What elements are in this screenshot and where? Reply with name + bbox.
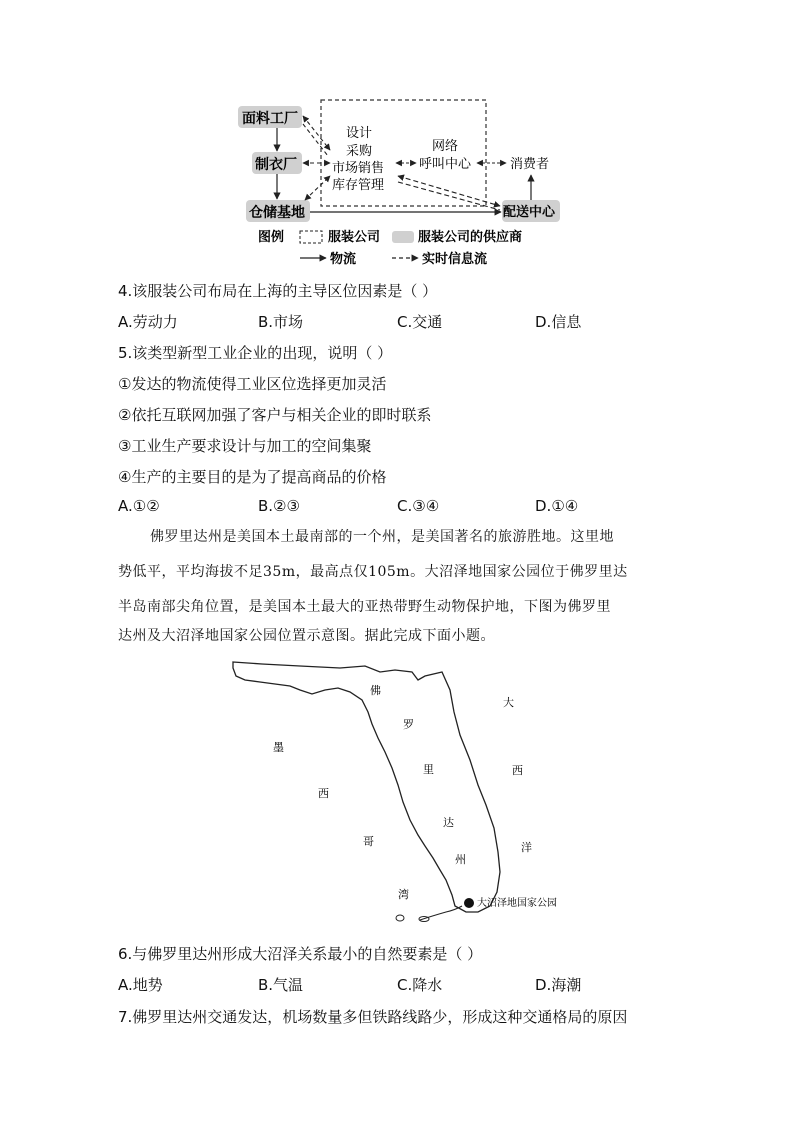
map-gulf-char-2: 西: [318, 787, 329, 800]
passage-line-1: 佛罗里达州是美国本土最南部的一个州，是美国著名的旅游胜地。这里地: [150, 529, 614, 545]
q5-item-3: ③工业生产要求设计与加工的空间集聚: [118, 437, 372, 455]
legend-company: 服装公司: [328, 230, 381, 245]
func-design: 设计: [346, 126, 373, 141]
info-company-distribution: [398, 176, 500, 206]
map-ocean-char-2: 西: [512, 764, 523, 777]
map-state-char-3: 里: [423, 763, 434, 776]
map-state-char-4: 达: [443, 816, 454, 829]
florida-outline: [233, 662, 500, 912]
q4-option-d[interactable]: D.信息: [535, 313, 582, 331]
q7-stem: 7.佛罗里达州交通发达，机场数量多但铁路线路少，形成这种交通格局的原因: [118, 1008, 628, 1026]
q5-stem: 5.该类型新型工业企业的出现，说明（ ）: [118, 344, 393, 362]
map-ocean-char-3: 洋: [521, 841, 532, 854]
call-center-label: 呼叫中心: [419, 157, 472, 172]
q6-option-d[interactable]: D.海潮: [535, 976, 582, 994]
legend-supplier-swatch: [392, 231, 414, 243]
passage-line-2: 势低平，平均海拔不足35m，最高点仅105m。大沼泽地国家公园位于佛罗里达: [118, 564, 628, 580]
info-fabric-company-2: [303, 124, 328, 156]
supply-chain-diagram: [0, 0, 794, 275]
q6-option-b[interactable]: B.气温: [258, 976, 304, 994]
legend-logistics: 物流: [330, 252, 357, 267]
florida-keys: [420, 906, 462, 920]
q5-item-4: ④生产的主要目的是为了提高商品的价格: [118, 468, 387, 486]
q6-stem: 6.与佛罗里达州形成大沼泽关系最小的自然要素是（ ）: [118, 945, 483, 963]
info-fabric-company: [303, 116, 330, 150]
legend-supplier: 服装公司的供应商: [418, 230, 523, 245]
q6-option-c[interactable]: C.降水: [397, 976, 443, 994]
q4-option-b[interactable]: B.市场: [258, 313, 304, 331]
q4-option-a[interactable]: A.劳动力: [118, 313, 178, 331]
func-inventory: 库存管理: [332, 178, 385, 193]
supplier-fabric: 面料工厂: [242, 111, 298, 127]
map-state-char-2: 罗: [403, 718, 414, 731]
map-gulf-char-1: 墨: [273, 741, 284, 754]
park-marker: [464, 898, 474, 908]
legend-info-flow: 实时信息流: [422, 252, 488, 267]
passage-line-4: 达州及大沼泽地国家公园位置示意图。据此完成下面小题。: [118, 628, 495, 644]
island-1: [396, 915, 404, 921]
q5-option-a[interactable]: A.①②: [118, 497, 160, 515]
supplier-warehouse: 仓储基地: [249, 205, 305, 221]
park-label: 大沼泽地国家公园: [477, 898, 557, 909]
q6-option-a[interactable]: A.地势: [118, 976, 163, 994]
map-state-char-5: 州: [455, 853, 466, 866]
map-state-char-1: 佛: [370, 684, 381, 697]
passage-line-3: 半岛南部尖角位置，是美国本土最大的亚热带野生动物保护地，下图为佛罗里: [118, 599, 611, 615]
q4-option-c[interactable]: C.交通: [397, 313, 443, 331]
q5-item-2: ②依托互联网加强了客户与相关企业的即时联系: [118, 406, 432, 424]
info-warehouse-company: [305, 176, 330, 200]
map-gulf-char-3: 哥: [363, 835, 374, 848]
q5-option-c[interactable]: C.③④: [397, 497, 440, 515]
supplier-garment: 制衣厂: [255, 157, 297, 173]
supplier-distribution: 配送中心: [503, 205, 556, 220]
q5-option-d[interactable]: D.①④: [535, 497, 579, 515]
florida-map: [0, 650, 794, 935]
map-ocean-char-1: 大: [503, 696, 514, 709]
legend-title: 图例: [258, 230, 285, 245]
q5-item-1: ①发达的物流使得工业区位选择更加灵活: [118, 375, 387, 393]
func-purchase: 采购: [346, 144, 373, 159]
q4-stem: 4.该服装公司布局在上海的主导区位因素是（ ）: [118, 282, 438, 300]
q5-option-b[interactable]: B.②③: [258, 497, 300, 515]
legend-company-swatch: [300, 231, 322, 243]
consumer-label: 消费者: [510, 157, 550, 172]
network-label: 网络: [432, 139, 459, 154]
func-sales: 市场销售: [332, 161, 385, 176]
map-gulf-char-4: 湾: [398, 888, 409, 901]
